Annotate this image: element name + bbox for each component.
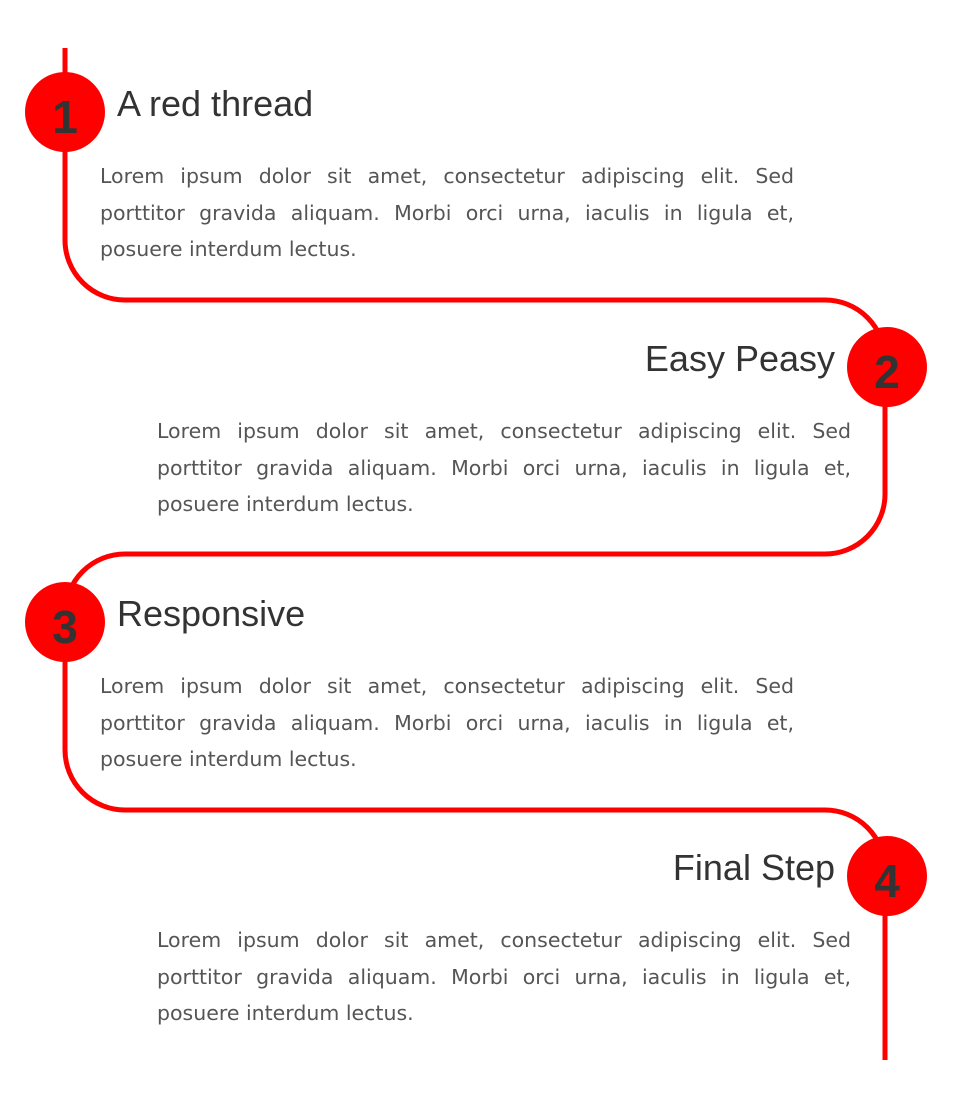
step-2-text: Lorem ipsum dolor sit amet, consectetur adipiscing elit. Sed porttitor gravida aliquam. Morbi orci urna, iaculis in ligula et, posuere interdum lectus.	[157, 419, 851, 516]
step-3-title: Responsive	[117, 593, 306, 634]
step-2-title: Easy Peasy	[644, 338, 835, 379]
step-4-text: Lorem ipsum dolor sit amet, consectetur adipiscing elit. Sed porttitor gravida aliquam. Morbi orci urna, iaculis in ligula et, posuere interdum lectus.	[157, 928, 851, 1025]
step-1-text: Lorem ipsum dolor sit amet, consectetur adipiscing elit. Sed porttitor gravida aliquam. Morbi orci urna, iaculis in ligula et, posuere interdum lectus.	[100, 164, 794, 261]
step-1-badge: 1	[25, 72, 105, 152]
step-4-title: Final Step	[672, 847, 835, 888]
step-4-badge: 4	[847, 836, 927, 916]
step-1-title: A red thread	[117, 83, 314, 124]
step-2-badge: 2	[847, 327, 927, 407]
step-3-text: Lorem ipsum dolor sit amet, consectetur adipiscing elit. Sed porttitor gravida aliquam. Morbi orci urna, iaculis in ligula et, posuere interdum lectus.	[100, 674, 794, 771]
step-3-badge: 3	[25, 582, 105, 662]
